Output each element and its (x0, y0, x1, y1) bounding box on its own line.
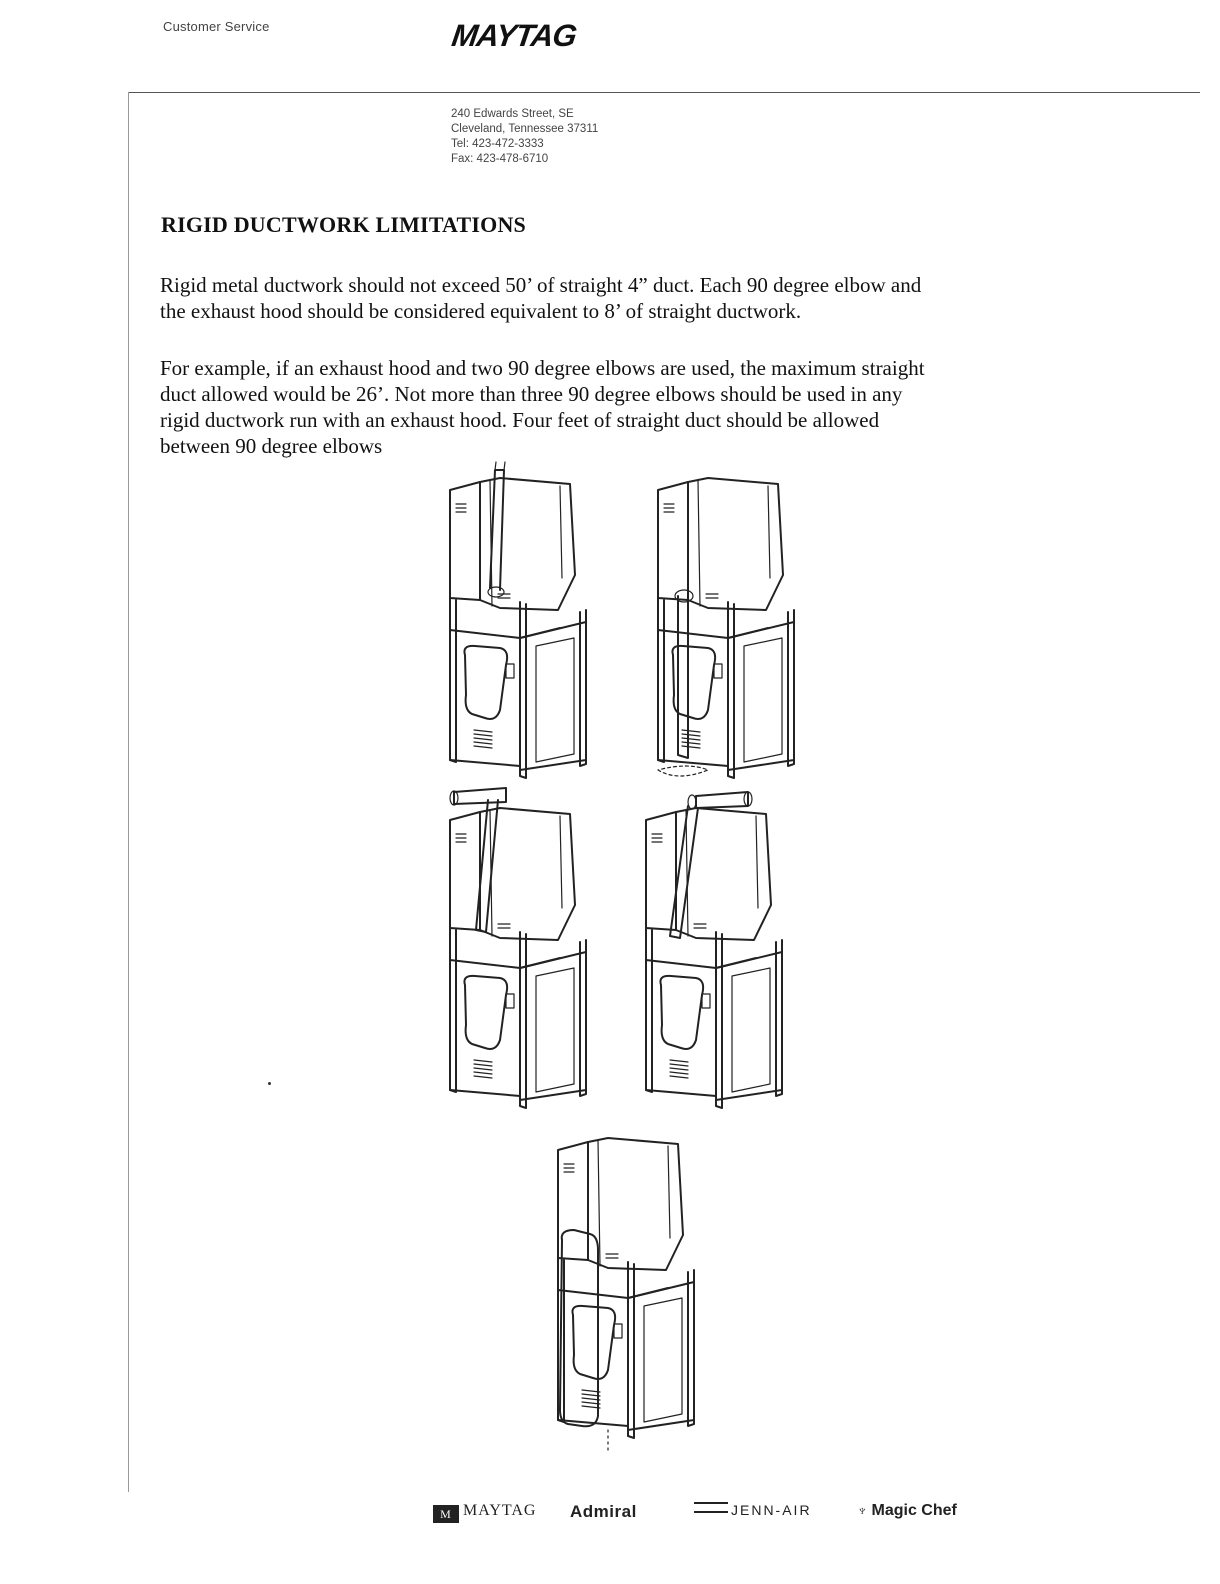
paragraph-line: Rigid metal ductwork should not exceed 50’ of straight 4” duct. Each 90 degree elbow and (160, 273, 922, 297)
scan-speck (268, 1082, 271, 1085)
jennair-bar-icon (694, 1502, 728, 1513)
address-fax: Fax: 423-478-6710 (451, 153, 549, 165)
footer-logo-magic-chef (857, 1502, 957, 1520)
figure-duct-elbow-right (646, 792, 782, 1108)
figure-duct-down-floor (658, 478, 794, 778)
paragraph-line: the exhaust hood should be considered equivalent to 8’ of straight ductwork. (160, 299, 802, 323)
chef-hat-icon: ♆ (857, 1502, 868, 1518)
department-label: Customer Service (163, 19, 270, 34)
figure-duct-elbow-left (450, 788, 586, 1108)
footer-logo-text: Magic Chef (871, 1502, 957, 1519)
figure-duct-straight-up (450, 462, 586, 778)
footer-logo-text: JENN-AIR (731, 1502, 812, 1518)
maytag-logo: MAYTAG (449, 18, 579, 53)
address-street: 240 Edwards Street, SE (451, 108, 574, 120)
footer-logo-maytag (433, 1502, 536, 1523)
paragraph-line: rigid ductwork run with an exhaust hood. Four feet of straight duct should be allowed (160, 408, 880, 432)
page-title: RIGID DUCTWORK LIMITATIONS (161, 212, 526, 237)
figure-duct-side-exit (558, 1138, 694, 1450)
paragraph-line: duct allowed would be 26’. Not more than three 90 degree elbows should be used in any (160, 382, 903, 406)
address-tel: Tel: 423-472-3333 (451, 138, 544, 150)
footer-logo-text: MAYTAG (463, 1502, 537, 1519)
brand-footer (0, 1492, 1220, 1532)
address-city: Cleveland, Tennessee 37311 (451, 123, 599, 135)
maytag-m-icon: M (433, 1505, 459, 1523)
footer-logo-jennair (694, 1502, 812, 1518)
footer-logo-admiral: Admiral (570, 1502, 637, 1521)
paragraph-line: between 90 degree elbows (160, 434, 383, 458)
paragraph-line: For example, if an exhaust hood and two 90 degree elbows are used, the maximum straight (160, 356, 925, 380)
